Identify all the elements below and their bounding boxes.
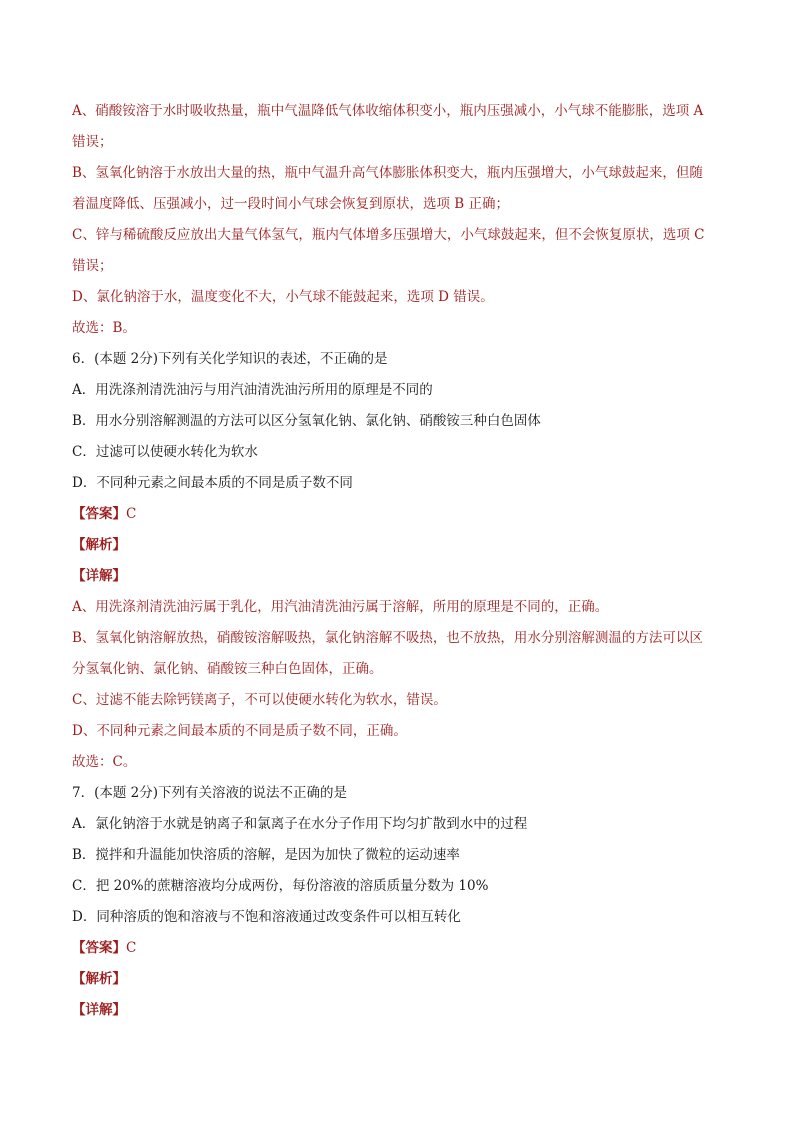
explanation-line: A、用洗涤剂清洗油污属于乳化，用汽油清洗油污属于溶解，所用的原理是不同的，正确。 [72, 599, 609, 615]
explanation-line: 着温度降低、压强减小，过一段时间小气球会恢复到原状，选项 B 正确； [72, 196, 510, 212]
answer-value: C [126, 940, 137, 956]
option-b: B．用水分别溶解测温的方法可以区分氢氧化钠、氯化钠、硝酸铵三种白色固体 [72, 413, 541, 429]
final-choice: 故选：C。 [72, 754, 137, 770]
explanation-line: D、不同种元素之间最本质的不同是质子数不同，正确。 [72, 723, 407, 739]
answer-tag: 【答案】 [72, 940, 126, 956]
detail-tag: 【详解】 [72, 568, 126, 584]
explanation-line: D、氯化钠溶于水，温度变化不大，小气球不能鼓起来，选项 D 错误。 [72, 289, 494, 305]
answer-tag: 【答案】 [72, 506, 126, 522]
answer-line [72, 933, 724, 964]
explanation-line: C、过滤不能去除钙镁离子，不可以使硬水转化为软水，错误。 [72, 692, 447, 708]
explanation-line: B、氢氧化钠溶于水放出大量的热，瓶中气温升高气体膨胀体积变大，瓶内压强增大，小气球鼓起来，但随 [72, 165, 703, 181]
analysis-tag: 【解析】 [72, 537, 126, 553]
option-c: C．过滤可以使硬水转化为软水 [72, 444, 258, 460]
explanation-line: A、硝酸铵溶于水时吸收热量，瓶中气温降低气体收缩体积变小，瓶内压强减小，小气球不能膨胀，选项 A [72, 103, 704, 119]
option-d: D．不同种元素之间最本质的不同是质子数不同 [72, 475, 353, 491]
analysis-tag: 【解析】 [72, 971, 126, 987]
answer-value: C [126, 506, 137, 522]
explanation-line: 错误； [72, 258, 113, 274]
final-choice: 故选：B。 [72, 320, 136, 336]
option-c: C．把 20%的蔗糖溶液均分成两份，每份溶液的溶质质量分数为 10% [72, 878, 489, 894]
option-a: A．用洗涤剂清洗油污与用汽油清洗油污所用的原理是不同的 [72, 382, 433, 398]
detail-tag: 【详解】 [72, 1002, 126, 1018]
answer-line [72, 499, 724, 530]
explanation-line: 错误； [72, 134, 113, 150]
question-stem-7: 7．(本题 2分)下列有关溶液的说法不正确的是 [72, 785, 348, 801]
document-content [72, 96, 724, 1026]
option-d: D．同种溶质的饱和溶液与不饱和溶液通过改变条件可以相互转化 [72, 909, 461, 925]
explanation-line: C、锌与稀硫酸反应放出大量气体氢气，瓶内气体增多压强增大，小气球鼓起来，但不会恢复原状，选项 C [72, 227, 705, 243]
question-stem-6: 6．(本题 2分)下列有关化学知识的表述，不正确的是 [72, 351, 388, 367]
explanation-line: B、氢氧化钠溶解放热，硝酸铵溶解吸热，氯化钠溶解不吸热，也不放热，用水分别溶解测温的方法可以区 [72, 630, 703, 646]
option-b: B．搅拌和升温能加快溶质的溶解，是因为加快了微粒的运动速率 [72, 847, 460, 863]
explanation-line: 分氢氧化钠、氯化钠、硝酸铵三种白色固体，正确。 [72, 661, 383, 677]
option-a: A．氯化钠溶于水就是钠离子和氯离子在水分子作用下均匀扩散到水中的过程 [72, 816, 528, 832]
